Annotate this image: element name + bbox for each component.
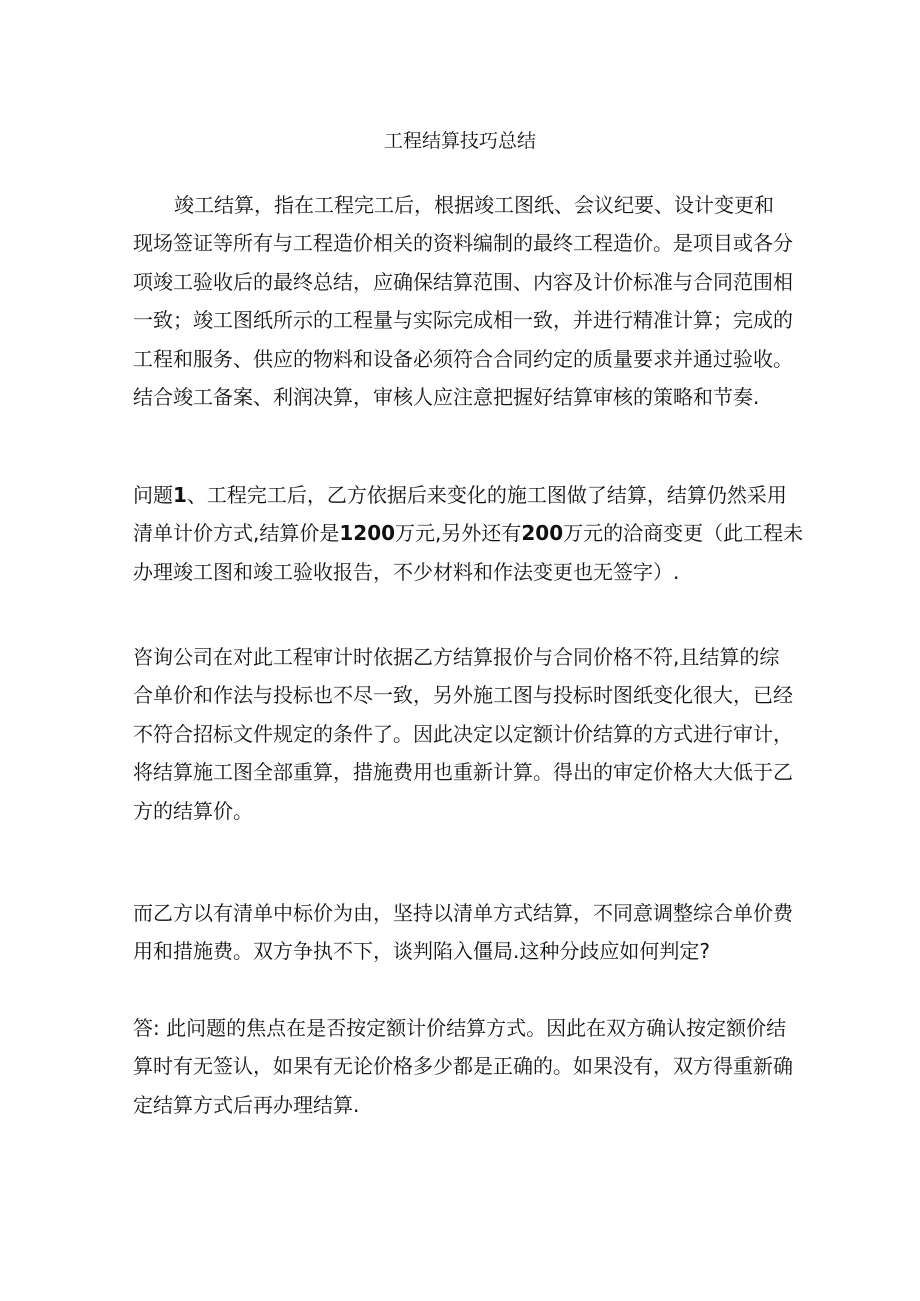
question-number: 1 — [173, 483, 187, 507]
question-paragraph — [133, 476, 804, 591]
intro-line: 现场签证等所有与工程造价相关的资料编制的最终工程造价。是项目或各分 — [133, 231, 793, 256]
intro-paragraph — [133, 186, 793, 416]
consult-line: 不符合招标文件规定的条件了。因此决定以定额计价结算的方式进行审计， — [133, 721, 793, 746]
settlement-amount: 1200 — [339, 521, 396, 546]
party-b-paragraph — [133, 894, 793, 971]
consult-line: 将结算施工图全部重算，措施费用也重新计算。得出的审定价格大大低于乙 — [133, 760, 793, 785]
question-text: 、工程完工后，乙方依据后来变化的施工图做了结算，结算仍然采用 — [186, 483, 787, 507]
answer-paragraph — [133, 1009, 793, 1124]
question-line — [133, 476, 793, 514]
document-title: 工程结算技巧总结 — [383, 130, 536, 152]
consult-line: 咨询公司在对此工程审计时依据乙方结算报价与合同价格不符,且结算的综 — [133, 645, 780, 669]
question-text: 万元,另外还有 — [395, 521, 522, 546]
intro-line: 一致；竣工图纸所示的工程量与实际完成相一致，并进行精准计算；完成的 — [133, 308, 793, 333]
answer-line: 算时有无签认，如果有无论价格多少都是正确的。如果没有，双方得重新确 — [133, 1054, 793, 1079]
consult-paragraph — [133, 638, 793, 830]
question-text: 万元的洽商变更（此工程未 — [563, 521, 804, 546]
question-prefix: 问题 — [133, 483, 173, 507]
consult-line: 方的结算价。 — [133, 798, 253, 823]
party-b-line: 而乙方以有清单中标价为由，坚持以清单方式结算，不同意调整综合单价费 — [133, 901, 793, 925]
question-line — [133, 514, 804, 552]
question-text: 清单计价方式,结算价是 — [133, 521, 340, 546]
intro-line: 项竣工验收后的最终总结，应确保结算范围、内容及计价标准与合同范围相 — [133, 269, 793, 294]
answer-line: 定结算方式后再办理结算. — [133, 1092, 360, 1117]
intro-line: 结合竣工备案、利润决算，审核人应注意把握好结算审核的策略和节奏. — [133, 385, 760, 410]
question-line: 办理竣工图和竣工验收报告，不少材料和作法变更也无签字）. — [133, 559, 680, 584]
change-amount: 200 — [521, 521, 564, 546]
intro-line: 竣工结算，指在工程完工后，根据竣工图纸、会议纪要、设计变更和 — [174, 193, 774, 217]
consult-line: 合单价和作法与投标也不尽一致，另外施工图与投标时图纸变化很大，已经 — [133, 683, 793, 708]
answer-line: 答: 此问题的焦点在是否按定额计价结算方式。因此在双方确认按定额价结 — [133, 1016, 787, 1040]
party-b-line: 用和措施费。双方争执不下，谈判陷入僵局.这种分歧应如何判定? — [133, 939, 710, 964]
intro-line: 工程和服务、供应的物料和设备必须符合合同约定的质量要求并通过验收。 — [133, 346, 793, 371]
